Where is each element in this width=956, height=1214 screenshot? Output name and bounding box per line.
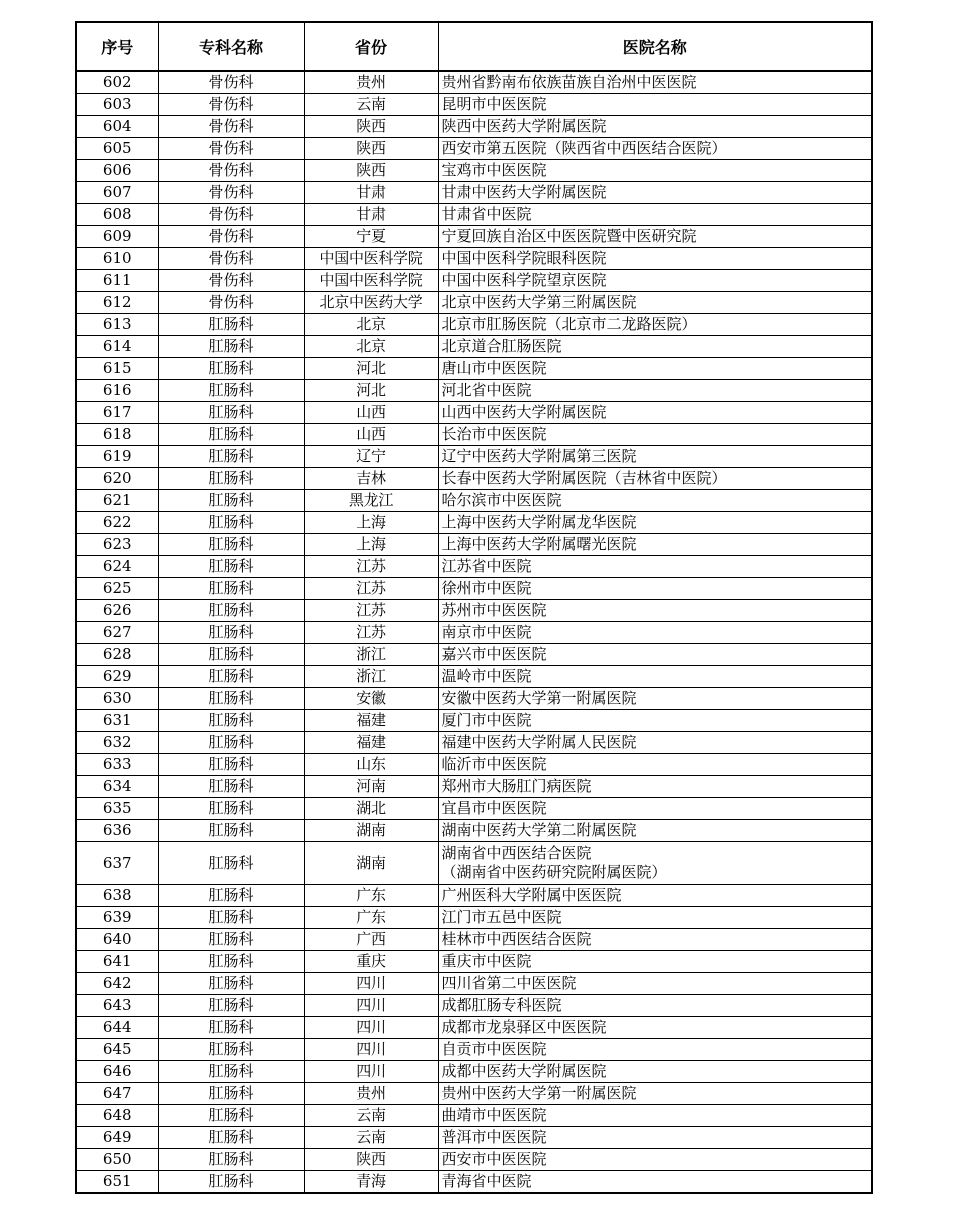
table-row — [76, 951, 872, 973]
row-num: 610 — [76, 248, 158, 270]
row-specialty: 肛肠科 — [158, 380, 304, 402]
row-hospital: 上海中医药大学附属龙华医院 — [438, 512, 872, 534]
row-num: 625 — [76, 578, 158, 600]
table-row — [76, 600, 872, 622]
table-row — [76, 468, 872, 490]
row-hospital: 温岭市中医院 — [438, 666, 872, 688]
row-specialty: 肛肠科 — [158, 644, 304, 666]
row-specialty: 骨伤科 — [158, 270, 304, 292]
row-specialty: 肛肠科 — [158, 995, 304, 1017]
row-specialty: 肛肠科 — [158, 512, 304, 534]
row-hospital: 贵州省黔南布依族苗族自治州中医医院 — [438, 71, 872, 94]
row-num: 647 — [76, 1083, 158, 1105]
row-num: 613 — [76, 314, 158, 336]
row-hospital: 广州医科大学附属中医医院 — [438, 885, 872, 907]
row-hospital: 成都肛肠专科医院 — [438, 995, 872, 1017]
row-hospital: 长春中医药大学附属医院（吉林省中医院） — [438, 468, 872, 490]
row-specialty: 骨伤科 — [158, 182, 304, 204]
row-province: 四川 — [304, 973, 438, 995]
row-num: 609 — [76, 226, 158, 248]
table-row — [76, 973, 872, 995]
row-province: 江苏 — [304, 622, 438, 644]
row-hospital: 重庆市中医院 — [438, 951, 872, 973]
row-hospital: 西安市中医医院 — [438, 1149, 872, 1171]
row-province: 江苏 — [304, 556, 438, 578]
row-specialty: 肛肠科 — [158, 842, 304, 885]
row-specialty: 骨伤科 — [158, 138, 304, 160]
row-specialty: 肛肠科 — [158, 556, 304, 578]
row-num: 616 — [76, 380, 158, 402]
table-row — [76, 358, 872, 380]
row-specialty: 肛肠科 — [158, 358, 304, 380]
row-num: 631 — [76, 710, 158, 732]
row-province: 广西 — [304, 929, 438, 951]
row-province: 上海 — [304, 512, 438, 534]
row-specialty: 骨伤科 — [158, 71, 304, 94]
row-specialty: 骨伤科 — [158, 160, 304, 182]
row-num: 604 — [76, 116, 158, 138]
row-specialty: 肛肠科 — [158, 973, 304, 995]
row-province: 山西 — [304, 424, 438, 446]
row-num: 608 — [76, 204, 158, 226]
row-hospital: 南京市中医院 — [438, 622, 872, 644]
row-num: 642 — [76, 973, 158, 995]
table-row — [76, 204, 872, 226]
row-specialty: 肛肠科 — [158, 468, 304, 490]
table-row — [76, 160, 872, 182]
hospital-list-page — [75, 21, 871, 1194]
row-hospital: 中国中医科学院眼科医院 — [438, 248, 872, 270]
row-hospital: 昆明市中医医院 — [438, 94, 872, 116]
table-body — [76, 71, 872, 1193]
row-specialty: 肛肠科 — [158, 1061, 304, 1083]
table-row — [76, 116, 872, 138]
row-hospital: 北京中医药大学第三附属医院 — [438, 292, 872, 314]
row-num: 617 — [76, 402, 158, 424]
row-hospital: 厦门市中医院 — [438, 710, 872, 732]
table-row — [76, 688, 872, 710]
row-specialty: 肛肠科 — [158, 490, 304, 512]
header-province: 省份 — [304, 22, 438, 71]
row-province: 辽宁 — [304, 446, 438, 468]
row-hospital: 湖南中医药大学第二附属医院 — [438, 820, 872, 842]
row-province: 中国中医科学院 — [304, 270, 438, 292]
row-specialty: 肛肠科 — [158, 1105, 304, 1127]
row-province: 甘肃 — [304, 182, 438, 204]
row-province: 重庆 — [304, 951, 438, 973]
row-specialty: 肛肠科 — [158, 1149, 304, 1171]
row-hospital: 徐州市中医院 — [438, 578, 872, 600]
row-province: 湖南 — [304, 842, 438, 885]
row-specialty: 肛肠科 — [158, 424, 304, 446]
row-hospital: 上海中医药大学附属曙光医院 — [438, 534, 872, 556]
table-row — [76, 1171, 872, 1194]
row-num: 651 — [76, 1171, 158, 1194]
row-hospital: 山西中医药大学附属医院 — [438, 402, 872, 424]
row-num: 626 — [76, 600, 158, 622]
table-row — [76, 270, 872, 292]
row-num: 618 — [76, 424, 158, 446]
row-specialty: 骨伤科 — [158, 248, 304, 270]
row-num: 602 — [76, 71, 158, 94]
table-row — [76, 798, 872, 820]
row-province: 广东 — [304, 907, 438, 929]
table-row — [76, 138, 872, 160]
row-num: 624 — [76, 556, 158, 578]
table-header — [76, 22, 872, 71]
row-province: 陕西 — [304, 138, 438, 160]
table-row — [76, 292, 872, 314]
row-province: 江苏 — [304, 578, 438, 600]
row-num: 632 — [76, 732, 158, 754]
row-hospital: 苏州市中医医院 — [438, 600, 872, 622]
row-specialty: 肛肠科 — [158, 622, 304, 644]
table-row — [76, 907, 872, 929]
row-hospital: 宜昌市中医医院 — [438, 798, 872, 820]
row-specialty: 肛肠科 — [158, 1127, 304, 1149]
row-specialty: 肛肠科 — [158, 534, 304, 556]
table-row — [76, 644, 872, 666]
row-hospital: 甘肃省中医院 — [438, 204, 872, 226]
row-hospital: 临沂市中医医院 — [438, 754, 872, 776]
row-num: 640 — [76, 929, 158, 951]
row-specialty: 肛肠科 — [158, 907, 304, 929]
row-province: 浙江 — [304, 644, 438, 666]
row-province: 四川 — [304, 1039, 438, 1061]
table-row — [76, 512, 872, 534]
row-hospital: 宝鸡市中医医院 — [438, 160, 872, 182]
row-specialty: 肛肠科 — [158, 1083, 304, 1105]
row-province: 江苏 — [304, 600, 438, 622]
row-hospital-line1: 湖南省中西医结合医院 — [441, 844, 592, 862]
row-province: 湖南 — [304, 820, 438, 842]
table-row — [76, 182, 872, 204]
row-num: 643 — [76, 995, 158, 1017]
row-num: 645 — [76, 1039, 158, 1061]
table-row — [76, 1149, 872, 1171]
row-specialty: 肛肠科 — [158, 446, 304, 468]
row-hospital: 成都市龙泉驿区中医医院 — [438, 1017, 872, 1039]
row-specialty: 肛肠科 — [158, 600, 304, 622]
row-province: 北京 — [304, 314, 438, 336]
row-province: 山东 — [304, 754, 438, 776]
table-row — [76, 666, 872, 688]
row-province: 陕西 — [304, 160, 438, 182]
row-specialty: 肛肠科 — [158, 754, 304, 776]
row-num: 636 — [76, 820, 158, 842]
row-specialty: 骨伤科 — [158, 204, 304, 226]
row-hospital: 长治市中医医院 — [438, 424, 872, 446]
row-province: 吉林 — [304, 468, 438, 490]
row-specialty: 肛肠科 — [158, 1171, 304, 1194]
row-hospital: 宁夏回族自治区中医医院暨中医研究院 — [438, 226, 872, 248]
row-province: 河北 — [304, 380, 438, 402]
table-row — [76, 226, 872, 248]
row-specialty: 肛肠科 — [158, 885, 304, 907]
row-num: 615 — [76, 358, 158, 380]
row-num: 641 — [76, 951, 158, 973]
row-hospital: 陕西中医药大学附属医院 — [438, 116, 872, 138]
row-specialty: 骨伤科 — [158, 94, 304, 116]
row-specialty: 肛肠科 — [158, 776, 304, 798]
row-num: 627 — [76, 622, 158, 644]
hospital-table — [75, 21, 873, 1194]
row-province: 云南 — [304, 1105, 438, 1127]
row-hospital: 哈尔滨市中医医院 — [438, 490, 872, 512]
row-num: 638 — [76, 885, 158, 907]
row-hospital: 唐山市中医医院 — [438, 358, 872, 380]
row-num: 605 — [76, 138, 158, 160]
row-hospital: 西安市第五医院（陕西省中西医结合医院） — [438, 138, 872, 160]
table-row — [76, 1017, 872, 1039]
row-hospital: 甘肃中医药大学附属医院 — [438, 182, 872, 204]
row-num: 621 — [76, 490, 158, 512]
row-province: 云南 — [304, 94, 438, 116]
row-num: 603 — [76, 94, 158, 116]
row-hospital: 青海省中医院 — [438, 1171, 872, 1194]
row-num: 623 — [76, 534, 158, 556]
table-row — [76, 534, 872, 556]
row-hospital: 河北省中医院 — [438, 380, 872, 402]
row-specialty: 肛肠科 — [158, 798, 304, 820]
row-num: 622 — [76, 512, 158, 534]
row-num: 648 — [76, 1105, 158, 1127]
row-hospital: 曲靖市中医医院 — [438, 1105, 872, 1127]
row-specialty: 肛肠科 — [158, 336, 304, 358]
row-province: 上海 — [304, 534, 438, 556]
row-specialty: 肛肠科 — [158, 710, 304, 732]
row-province: 中国中医科学院 — [304, 248, 438, 270]
row-province: 北京 — [304, 336, 438, 358]
row-hospital: 郑州市大肠肛门病医院 — [438, 776, 872, 798]
table-row — [76, 1061, 872, 1083]
row-hospital: 安徽中医药大学第一附属医院 — [438, 688, 872, 710]
row-num: 646 — [76, 1061, 158, 1083]
row-num: 630 — [76, 688, 158, 710]
row-province: 甘肃 — [304, 204, 438, 226]
row-specialty: 肛肠科 — [158, 666, 304, 688]
table-row — [76, 578, 872, 600]
row-specialty: 肛肠科 — [158, 1039, 304, 1061]
table-row — [76, 776, 872, 798]
row-hospital: 成都中医药大学附属医院 — [438, 1061, 872, 1083]
row-hospital: 江门市五邑中医院 — [438, 907, 872, 929]
row-province: 贵州 — [304, 1083, 438, 1105]
row-hospital: 贵州中医药大学第一附属医院 — [438, 1083, 872, 1105]
row-num: 619 — [76, 446, 158, 468]
row-province: 湖北 — [304, 798, 438, 820]
table-row — [76, 622, 872, 644]
table-row — [76, 754, 872, 776]
table-row — [76, 732, 872, 754]
row-hospital-line2: （湖南省中医药研究院附属医院） — [441, 863, 667, 881]
table-row — [76, 842, 872, 885]
table-row — [76, 424, 872, 446]
table-row — [76, 380, 872, 402]
row-hospital: 江苏省中医院 — [438, 556, 872, 578]
row-num: 614 — [76, 336, 158, 358]
row-province: 河北 — [304, 358, 438, 380]
row-specialty: 骨伤科 — [158, 226, 304, 248]
row-hospital: 北京道合肛肠医院 — [438, 336, 872, 358]
table-row — [76, 71, 872, 94]
row-num: 612 — [76, 292, 158, 314]
row-num: 629 — [76, 666, 158, 688]
row-specialty: 肛肠科 — [158, 1017, 304, 1039]
header-row — [76, 22, 872, 71]
table-row — [76, 710, 872, 732]
row-province: 青海 — [304, 1171, 438, 1194]
table-row — [76, 490, 872, 512]
row-num: 611 — [76, 270, 158, 292]
row-specialty: 肛肠科 — [158, 951, 304, 973]
row-province: 云南 — [304, 1127, 438, 1149]
row-province: 黑龙江 — [304, 490, 438, 512]
row-province: 河南 — [304, 776, 438, 798]
row-specialty: 肛肠科 — [158, 820, 304, 842]
row-num: 633 — [76, 754, 158, 776]
row-province: 宁夏 — [304, 226, 438, 248]
row-province: 安徽 — [304, 688, 438, 710]
row-province: 福建 — [304, 732, 438, 754]
row-province: 陕西 — [304, 1149, 438, 1171]
header-specialty: 专科名称 — [158, 22, 304, 71]
table-row — [76, 1105, 872, 1127]
table-row — [76, 402, 872, 424]
row-num: 634 — [76, 776, 158, 798]
table-row — [76, 1127, 872, 1149]
row-num: 635 — [76, 798, 158, 820]
table-row — [76, 336, 872, 358]
row-province: 陕西 — [304, 116, 438, 138]
table-row — [76, 885, 872, 907]
row-specialty: 肛肠科 — [158, 732, 304, 754]
row-num: 606 — [76, 160, 158, 182]
row-hospital: 四川省第二中医医院 — [438, 973, 872, 995]
table-row — [76, 446, 872, 468]
row-hospital: 嘉兴市中医医院 — [438, 644, 872, 666]
table-row — [76, 248, 872, 270]
table-row — [76, 820, 872, 842]
row-num: 644 — [76, 1017, 158, 1039]
row-hospital — [438, 842, 872, 885]
row-specialty: 肛肠科 — [158, 688, 304, 710]
table-row — [76, 556, 872, 578]
table-row — [76, 94, 872, 116]
header-hospital: 医院名称 — [438, 22, 872, 71]
row-specialty: 骨伤科 — [158, 116, 304, 138]
row-hospital: 中国中医科学院望京医院 — [438, 270, 872, 292]
row-province: 山西 — [304, 402, 438, 424]
header-num: 序号 — [76, 22, 158, 71]
row-province: 四川 — [304, 1017, 438, 1039]
row-specialty: 肛肠科 — [158, 314, 304, 336]
row-province: 北京中医药大学 — [304, 292, 438, 314]
row-num: 637 — [76, 842, 158, 885]
row-num: 649 — [76, 1127, 158, 1149]
row-num: 607 — [76, 182, 158, 204]
table-row — [76, 995, 872, 1017]
row-province: 四川 — [304, 995, 438, 1017]
table-row — [76, 1083, 872, 1105]
row-specialty: 肛肠科 — [158, 402, 304, 424]
row-hospital: 辽宁中医药大学附属第三医院 — [438, 446, 872, 468]
table-row — [76, 1039, 872, 1061]
row-hospital: 自贡市中医医院 — [438, 1039, 872, 1061]
row-num: 620 — [76, 468, 158, 490]
row-province: 浙江 — [304, 666, 438, 688]
row-hospital: 桂林市中西医结合医院 — [438, 929, 872, 951]
row-province: 广东 — [304, 885, 438, 907]
row-num: 639 — [76, 907, 158, 929]
row-hospital: 北京市肛肠医院（北京市二龙路医院） — [438, 314, 872, 336]
row-province: 福建 — [304, 710, 438, 732]
row-num: 650 — [76, 1149, 158, 1171]
row-hospital: 普洱市中医医院 — [438, 1127, 872, 1149]
table-row — [76, 929, 872, 951]
row-specialty: 骨伤科 — [158, 292, 304, 314]
table-row — [76, 314, 872, 336]
row-province: 四川 — [304, 1061, 438, 1083]
row-specialty: 肛肠科 — [158, 578, 304, 600]
row-hospital: 福建中医药大学附属人民医院 — [438, 732, 872, 754]
row-num: 628 — [76, 644, 158, 666]
row-specialty: 肛肠科 — [158, 929, 304, 951]
row-province: 贵州 — [304, 71, 438, 94]
